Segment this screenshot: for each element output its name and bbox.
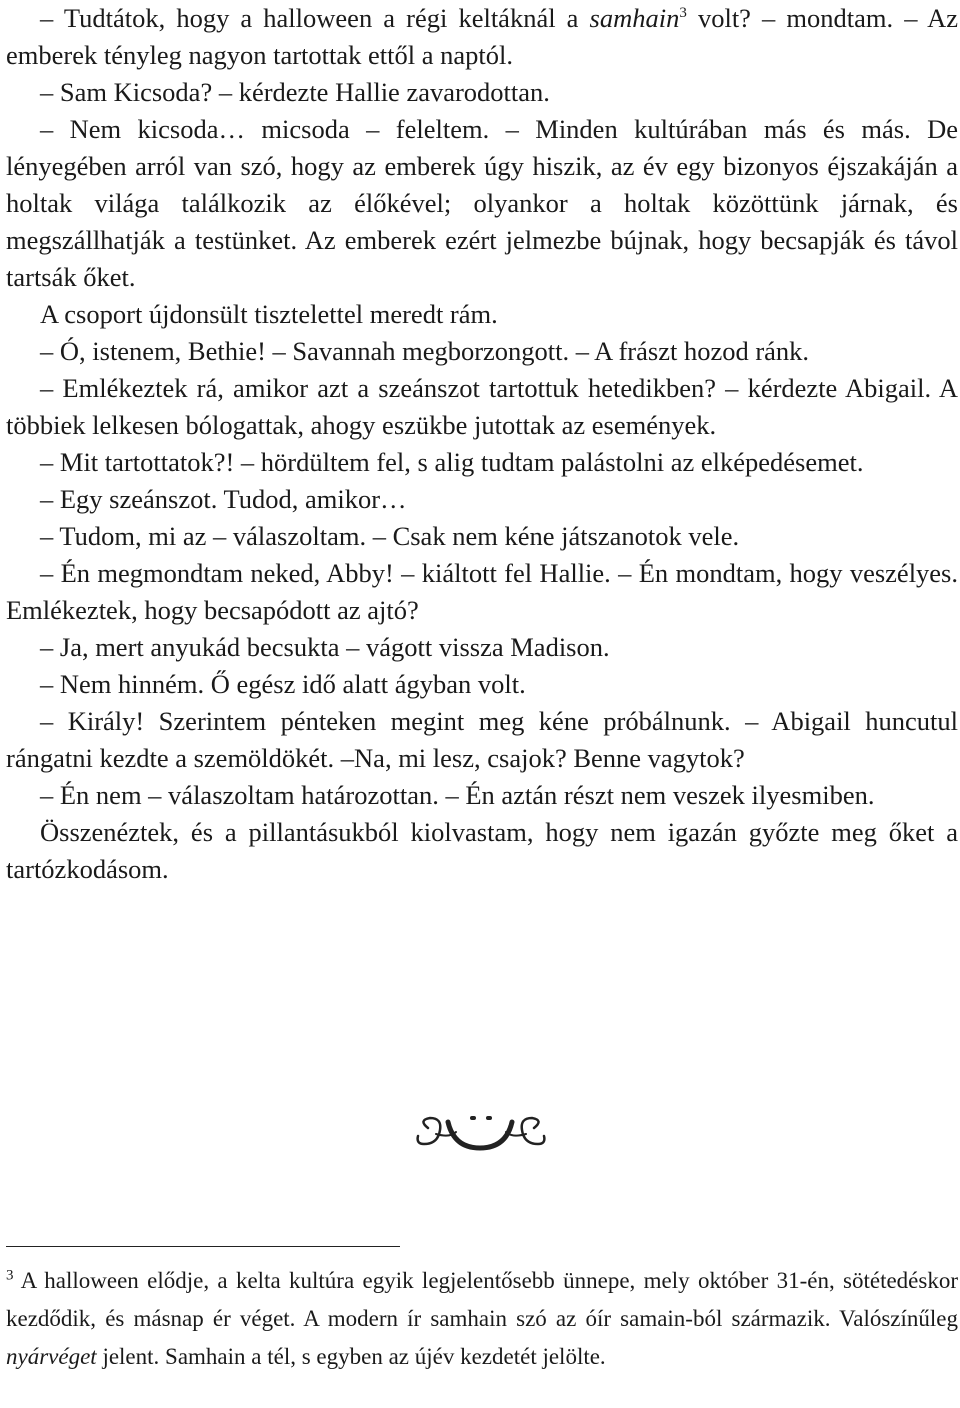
paragraph: – Sam Kicsoda? – kérdezte Hallie zavarodottan.	[40, 77, 550, 107]
paragraph: – Mit tartottatok?! – hördültem fel, s alig tudtam palástolni az elképedésemet.	[40, 447, 864, 477]
paragraph: – Emlékeztek rá, amikor azt a szeánszot tartottuk hetedikben? – kérdezte Abigail. A többiek lelkesen bólogattak, ahogy eszükbe jutottak az események.	[6, 373, 958, 440]
paragraph: Összenéztek, és a pillantásukból kiolvastam, hogy nem igazán győzte meg őket a tartózkodásom.	[6, 817, 958, 884]
paragraph: – Egy szeánszot. Tudod, amikor…	[40, 484, 407, 514]
paragraph: – Nem kicsoda… micsoda – feleltem. – Minden kultúrában más és más. De lényegében arról van szó, hogy az emberek úgy hiszik, az év egy bizonyos éjszakáján a holtak világa találkozik az élőkével; olyankor a holtak közöttünk járnak, és megszállhatják a testünket. Az emberek ezért jelmezbe bújnak, hogy becsapják és távol tartsák őket.	[6, 114, 958, 292]
book-page	[6, 0, 958, 888]
footnote-emphasis: nyárvéget	[6, 1344, 97, 1369]
paragraph: – Tudom, mi az – válaszoltam. – Csak nem kéne játszanotok vele.	[40, 521, 740, 551]
paragraph: A csoport újdonsült tisztelettel meredt rám.	[40, 299, 498, 329]
footnote-ref[interactable]: 3	[679, 5, 687, 22]
footnote-divider	[6, 1246, 400, 1247]
paragraph: – Nem hinném. Ő egész idő alatt ágyban volt.	[40, 669, 526, 699]
footnote: $^3$ A halloween elődje, a kelta kultúra egyik legjelentősebb ünnepe, mely október 31-én, sötétedéskor kezdődik, és másnap ér véget. A modern ír samhain szó az óír samain-ból származik. Valószínűleg nyárvéget jelent. Samhain a tél, s egyben az újév kezdetét jelölte.	[6, 1267, 958, 1369]
footnote-number: 3	[6, 1267, 14, 1284]
paragraph: – Én megmondtam neked, Abby! – kiáltott fel Hallie. – Én mondtam, hogy veszélyes. Emlékeztek, hogy becsapódott az ajtó?	[6, 558, 958, 625]
paragraph: – Ó, istenem, Bethie! – Savannah megborzongott. – A frászt hozod ránk.	[40, 336, 810, 366]
scroll-flourish-ornament-icon	[388, 1094, 574, 1176]
paragraph: – Ja, mert anyukád becsukta – vágott vissza Madison.	[40, 632, 610, 662]
paragraph: – Tudtátok, hogy a halloween a régi keltáknál a samhain$^3$ volt? – mondtam. – Az emberek tényleg nagyon tartottak ettől a naptól.	[6, 3, 958, 70]
paragraph: – Én nem – válaszoltam határozottan. – Én aztán részt nem veszek ilyesmiben.	[40, 780, 875, 810]
samhain-term: samhain	[589, 3, 680, 33]
paragraph: – Király! Szerintem pénteken megint meg kéne próbálnunk. – Abigail huncutul rángatni kezdte a szemöldökét. –Na, mi lesz, csajok? Benne vagytok?	[6, 706, 958, 773]
